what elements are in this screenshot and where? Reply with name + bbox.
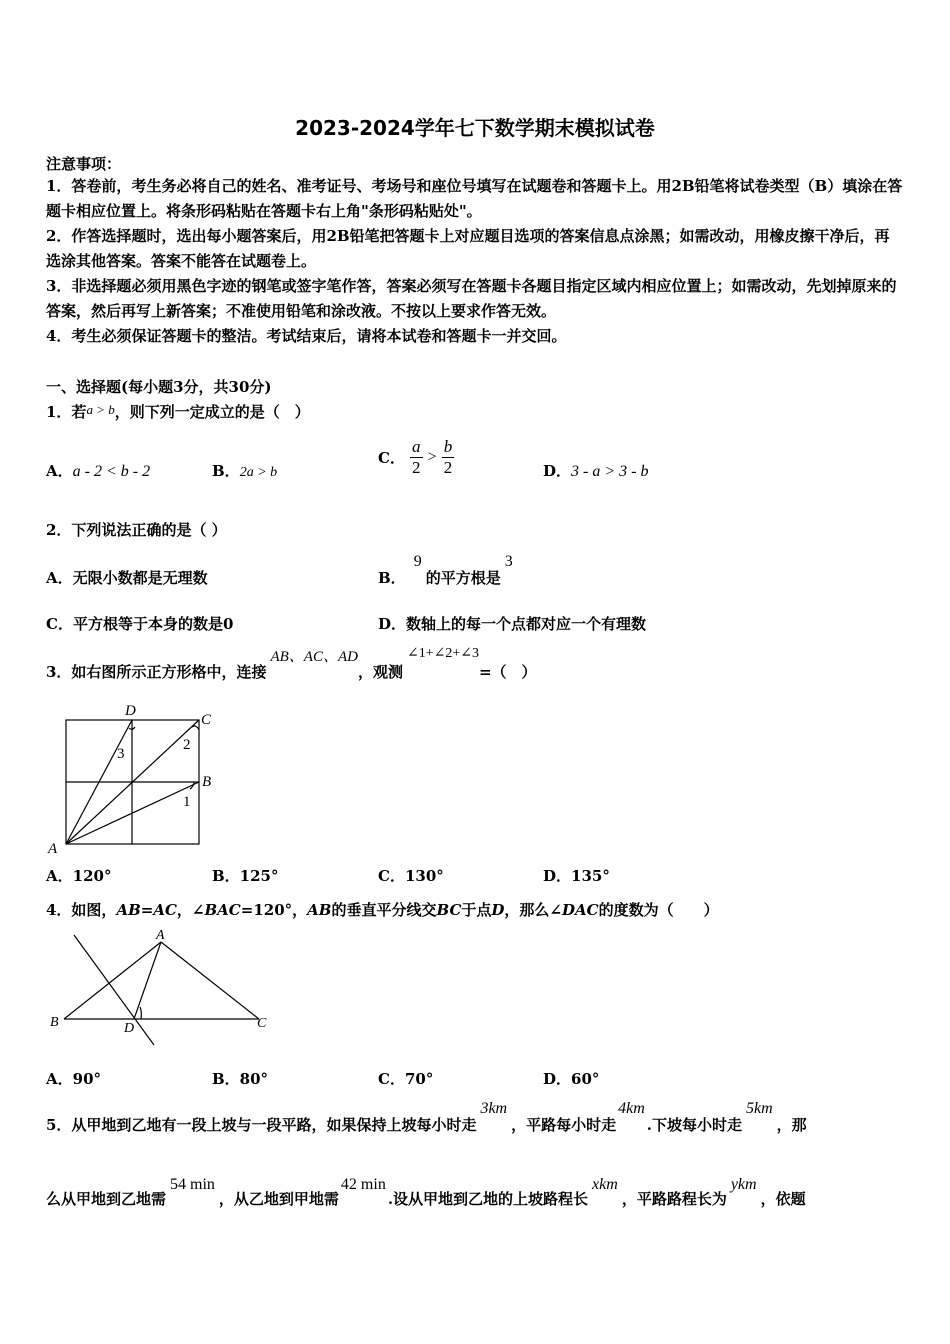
q1-option-b[interactable]: B．2a > b: [212, 462, 278, 480]
q3-grid-figure: [44, 700, 224, 860]
q4-option-c[interactable]: C．70°: [378, 1070, 434, 1088]
q2-option-c[interactable]: C．平方根等于本身的数是0: [46, 615, 234, 633]
q4-triangle-figure: [44, 925, 274, 1050]
page-title: 2023-2024学年七下数学期末模拟试卷: [295, 116, 655, 140]
q2-stem: 2．下列说法正确的是（ ）: [46, 521, 227, 539]
q1-stem: 1．若a > b，则下列一定成立的是（ ）: [46, 402, 310, 421]
q4-label-c: C: [257, 1016, 267, 1031]
q3-option-c[interactable]: C．130°: [378, 867, 444, 885]
q2-option-d[interactable]: D．数轴上的每一个点都对应一个有理数: [378, 615, 647, 633]
q4-option-d[interactable]: D．60°: [543, 1070, 600, 1088]
q3-label-angle1: 1: [183, 794, 191, 810]
q3-label-b: B: [202, 774, 212, 790]
q1-c-fraction-a: $\frac{a}{2}$: [412, 437, 421, 477]
q3-option-d[interactable]: D．135°: [543, 867, 610, 885]
q4-angle-arc: [140, 1007, 141, 1019]
q4-option-b[interactable]: B．80°: [212, 1070, 269, 1088]
q5-line-1: 5．从甲地到乙地有一段上坡与一段平路，如果保持上坡每小时走3km，平路每小时走4km.下坡每小时走5km，那: [46, 1100, 807, 1134]
q4-perpendicular-bisector: [74, 935, 154, 1045]
q3-label-angle2: 2: [183, 737, 191, 753]
notice-item-1: 1．答卷前，考生务必将自己的姓名、准考证号、考场号和座位号填写在试题卷和答题卡上。用2B铅笔将试卷类型（B）填涂在答题卡相应位置上。将条形码粘贴在答题卡右上角"条形码粘贴处"。: [46, 177, 903, 220]
q3-stem: 3．如右图所示正方形格中，连接AB、AC、AD，观测∠1+∠2+∠3=（ ）: [46, 646, 537, 681]
notice-item-3: 3．非选择题必须用黑色字迹的钢笔或签字笔作答，答案必须写在答题卡各题目指定区域内相应位置上；如需改动，先划掉原来的答案，然后再写上新答案；不准使用铅笔和涂改液。不按以上要求作答无效。: [46, 277, 897, 320]
q4-segment-ac: [161, 942, 259, 1019]
section-heading: 一、选择题(每小题3分，共30分): [46, 378, 272, 396]
q3-option-a[interactable]: A．120°: [46, 867, 112, 885]
q4-segment-ad: [134, 942, 161, 1019]
q2-option-a[interactable]: A．无限小数都是无理数: [46, 569, 208, 587]
notice-heading: 注意事项：: [46, 155, 122, 173]
q4-segment-ab: [64, 942, 161, 1019]
notice-item-2: 2．作答选择题时，选出每小题答案后，用2B铅笔把答题卡上对应题目选项的答案信息点涂黑；如需改动，用橡皮擦干净后，再选涂其他答案。答案不能答在试题卷上。: [46, 227, 890, 270]
q3-label-angle3: 3: [117, 746, 125, 762]
q1-c-fraction-b: $\frac{b}{2}$: [443, 437, 453, 477]
q3-label-d: D: [125, 703, 136, 719]
q1-option-d[interactable]: D．3 - a > 3 - b: [543, 462, 649, 480]
q4-label-a: A: [156, 928, 165, 943]
q4-option-a[interactable]: A．90°: [46, 1070, 102, 1088]
q3-label-a: A: [48, 841, 58, 857]
q3-option-b[interactable]: B．125°: [212, 867, 279, 885]
q3-label-c: C: [201, 712, 212, 728]
q1-option-a[interactable]: A．a - 2 < b - 2: [46, 462, 151, 480]
q3-angle2-arc: [192, 726, 199, 730]
q4-stem: 4．如图，AB=AC，∠BAC=120°，AB的垂直平分线交BC于点D，那么∠DAC的度数为（ ）: [46, 901, 719, 919]
q1-option-c[interactable]: C． $\frac{a}{2}$ > $\frac{b}{2}$: [378, 437, 453, 477]
notice-item-4: 4．考生必须保证答题卡的整洁。考试结束后，请将本试卷和答题卡一并交回。: [46, 327, 567, 345]
q4-label-d: D: [124, 1021, 135, 1036]
q5-line-2: 么从甲地到乙地需54 min，从乙地到甲地需42 min.设从甲地到乙地的上坡路程长xkm，平路路程长为ykm，依题: [46, 1176, 806, 1208]
q2-option-b[interactable]: B．9的平方根是3: [378, 553, 513, 587]
q4-label-b: B: [50, 1015, 59, 1030]
